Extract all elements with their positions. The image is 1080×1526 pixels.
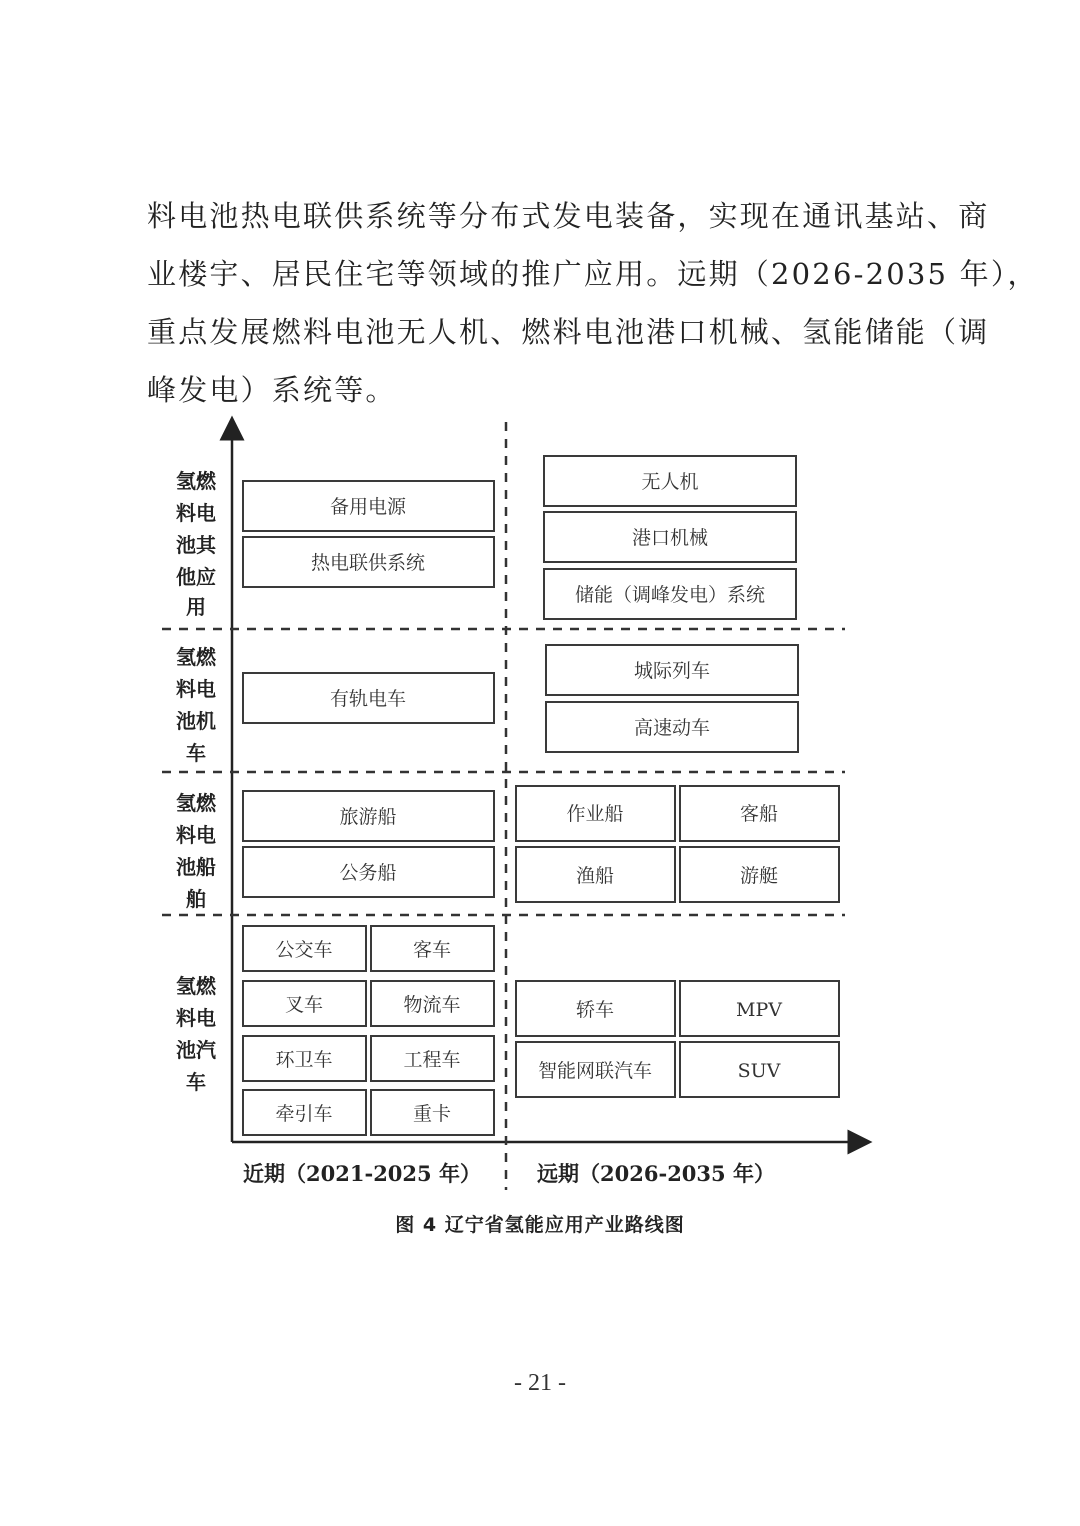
svg-text:无人机: 无人机 xyxy=(641,471,699,493)
paragraph-line-1: 料电池热电联供系统等分布式发电装备，实现在通讯基站、商 xyxy=(147,199,990,233)
svg-text:客船: 客船 xyxy=(739,803,779,825)
svg-text:氢燃: 氢燃 xyxy=(176,645,216,669)
box-connected-vehicle xyxy=(516,1042,675,1097)
svg-text:渔船: 渔船 xyxy=(575,865,615,887)
svg-text:高速动车: 高速动车 xyxy=(633,717,711,739)
svg-text:备用电源: 备用电源 xyxy=(329,496,407,518)
box-mpv xyxy=(680,981,839,1036)
svg-text:游艇: 游艇 xyxy=(739,865,779,887)
box-passenger-ship xyxy=(680,786,839,841)
box-high-speed-train xyxy=(546,702,798,752)
box-suv xyxy=(680,1042,839,1097)
figure-caption: 图 4 辽宁省氢能应用产业路线图 xyxy=(395,1214,685,1236)
period-label-near: 近期（2021-2025 年） xyxy=(243,1161,481,1186)
svg-text:池船: 池船 xyxy=(176,855,216,879)
svg-text:SUV: SUV xyxy=(737,1060,781,1082)
box-bus xyxy=(243,926,366,971)
svg-text:舶: 舶 xyxy=(186,887,206,911)
svg-text:有轨电车: 有轨电车 xyxy=(329,688,407,710)
svg-text:氢燃: 氢燃 xyxy=(176,469,216,493)
box-backup-power xyxy=(243,481,494,531)
box-logistics-vehicle xyxy=(371,981,494,1026)
svg-text:环卫车: 环卫车 xyxy=(275,1049,333,1071)
svg-text:氢燃: 氢燃 xyxy=(176,791,216,815)
svg-text:氢燃: 氢燃 xyxy=(176,974,216,998)
box-tractor xyxy=(243,1090,366,1135)
box-fishing-boat xyxy=(516,847,675,902)
svg-text:公交车: 公交车 xyxy=(275,939,333,961)
box-sanitation-vehicle xyxy=(243,1036,366,1081)
box-chp-system xyxy=(243,537,494,587)
svg-text:池汽: 池汽 xyxy=(176,1038,216,1062)
svg-text:重卡: 重卡 xyxy=(412,1103,452,1125)
svg-text:轿车: 轿车 xyxy=(575,999,615,1021)
svg-text:叉车: 叉车 xyxy=(284,994,324,1016)
paragraph-line-2: 业楼宇、居民住宅等领域的推广应用。远期（2026-2035 年）， xyxy=(147,257,1039,291)
box-heavy-truck xyxy=(371,1090,494,1135)
box-tour-boat xyxy=(243,791,494,841)
svg-text:旅游船: 旅游船 xyxy=(339,806,397,828)
svg-text:牵引车: 牵引车 xyxy=(275,1103,333,1125)
svg-text:料电: 料电 xyxy=(176,1006,216,1030)
svg-text:物流车: 物流车 xyxy=(403,994,461,1016)
svg-text:他应: 他应 xyxy=(176,565,216,589)
svg-text:公务船: 公务船 xyxy=(339,862,397,884)
svg-text:池其: 池其 xyxy=(176,533,216,557)
svg-text:城际列车: 城际列车 xyxy=(633,660,711,682)
box-drone xyxy=(544,456,796,506)
box-work-boat xyxy=(516,786,675,841)
svg-text:智能网联汽车: 智能网联汽车 xyxy=(537,1060,653,1082)
box-sedan xyxy=(516,981,675,1036)
period-label-far: 远期（2026-2035 年） xyxy=(537,1161,775,1186)
paragraph-line-3: 重点发展燃料电池无人机、燃料电池港口机械、氢能储能（调 xyxy=(147,315,990,349)
svg-text:料电: 料电 xyxy=(176,823,216,847)
svg-text:港口机械: 港口机械 xyxy=(631,527,709,549)
paragraph-line-4: 峰发电）系统等。 xyxy=(147,373,397,407)
box-engineering-vehicle xyxy=(371,1036,494,1081)
svg-text:热电联供系统: 热电联供系统 xyxy=(310,552,426,574)
box-intercity-train xyxy=(546,645,798,695)
box-energy-storage xyxy=(544,569,796,619)
svg-text:作业船: 作业船 xyxy=(566,803,624,825)
svg-text:车: 车 xyxy=(186,741,206,765)
svg-text:用: 用 xyxy=(186,595,206,619)
row-label-ships xyxy=(176,791,217,911)
svg-text:MPV: MPV xyxy=(736,999,782,1021)
svg-text:车: 车 xyxy=(186,1070,206,1094)
svg-text:工程车: 工程车 xyxy=(403,1049,461,1071)
svg-text:料电: 料电 xyxy=(176,501,216,525)
svg-text:储能（调峰发电）系统: 储能（调峰发电）系统 xyxy=(574,584,766,606)
row-label-vehicles xyxy=(176,974,217,1094)
svg-text:客车: 客车 xyxy=(412,939,452,961)
box-port-machinery xyxy=(544,512,796,562)
box-tram xyxy=(243,673,494,723)
row-label-rail xyxy=(176,645,217,765)
box-official-boat xyxy=(243,847,494,897)
row-label-other-applications xyxy=(176,469,217,619)
box-forklift xyxy=(243,981,366,1026)
svg-text:料电: 料电 xyxy=(176,677,216,701)
svg-text:池机: 池机 xyxy=(176,709,216,733)
page-number: - 21 - xyxy=(514,1370,566,1396)
box-coach xyxy=(371,926,494,971)
box-yacht xyxy=(680,847,839,902)
